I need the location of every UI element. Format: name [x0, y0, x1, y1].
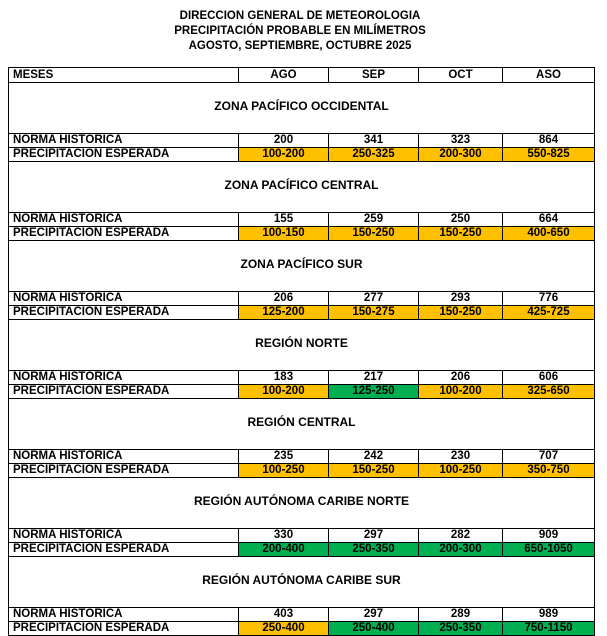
expected-precipitation-value: 250-400: [239, 622, 329, 636]
expected-precipitation-value: 650-1050: [503, 543, 595, 557]
historic-norm-label: NORMA HISTÓRICA: [9, 371, 239, 385]
zone-name: REGIÓN CENTRAL: [9, 399, 595, 450]
expected-precipitation-row: [9, 543, 595, 557]
expected-precipitation-row: [9, 227, 595, 241]
expected-precipitation-row: [9, 464, 595, 478]
expected-precipitation-value: 125-250: [329, 385, 419, 399]
expected-precipitation-value: 425-725: [503, 306, 595, 320]
expected-precipitation-value: 100-250: [239, 464, 329, 478]
expected-precipitation-value: 100-250: [419, 464, 503, 478]
expected-precipitation-value: 200-300: [419, 543, 503, 557]
historic-norm-row: [9, 450, 595, 464]
title-line-1: DIRECCION GENERAL DE METEOROLOGIA: [179, 10, 421, 22]
title-line-3: AGOSTO, SEPTIEMBRE, OCTUBRE 2025: [188, 40, 412, 52]
expected-precipitation-value: 150-250: [329, 464, 419, 478]
historic-norm-value: 155: [239, 213, 329, 227]
expected-precipitation-value: 125-200: [239, 306, 329, 320]
historic-norm-value: 989: [503, 608, 595, 622]
historic-norm-label: NORMA HISTÓRICA: [9, 450, 239, 464]
zone-heading-row: [9, 478, 595, 529]
expected-precipitation-label: PRECIPITACIÓN ESPERADA: [9, 464, 239, 478]
zone-heading-row: [9, 320, 595, 371]
precipitation-table: [8, 67, 595, 636]
historic-norm-value: 341: [329, 134, 419, 148]
historic-norm-row: [9, 371, 595, 385]
expected-precipitation-value: 550-825: [503, 148, 595, 162]
title-line-2: PRECIPITACIÓN PROBABLE EN MILÍMETROS: [174, 25, 426, 37]
historic-norm-value: 235: [239, 450, 329, 464]
zone-name: REGIÓN NORTE: [9, 320, 595, 371]
expected-precipitation-value: 100-200: [239, 385, 329, 399]
historic-norm-value: 200: [239, 134, 329, 148]
historic-norm-value: 259: [329, 213, 419, 227]
historic-norm-row: [9, 213, 595, 227]
report-title: [0, 9, 600, 54]
historic-norm-value: 323: [419, 134, 503, 148]
historic-norm-value: 909: [503, 529, 595, 543]
expected-precipitation-row: [9, 148, 595, 162]
expected-precipitation-value: 100-200: [239, 148, 329, 162]
historic-norm-label: NORMA HISTÓRICA: [9, 529, 239, 543]
historic-norm-value: 330: [239, 529, 329, 543]
historic-norm-value: 289: [419, 608, 503, 622]
historic-norm-value: 776: [503, 292, 595, 306]
historic-norm-row: [9, 608, 595, 622]
historic-norm-label: NORMA HISTÓRICA: [9, 292, 239, 306]
historic-norm-label: NORMA HISTÓRICA: [9, 608, 239, 622]
expected-precipitation-value: 250-400: [329, 622, 419, 636]
zone-name: REGIÓN AUTÓNOMA CARIBE SUR: [9, 557, 595, 608]
header-month: AGO: [239, 68, 329, 83]
historic-norm-row: [9, 292, 595, 306]
zone-name: ZONA PACÍFICO SUR: [9, 241, 595, 292]
expected-precipitation-value: 150-250: [419, 227, 503, 241]
historic-norm-value: 293: [419, 292, 503, 306]
historic-norm-label: NORMA HISTÓRICA: [9, 134, 239, 148]
historic-norm-value: 606: [503, 371, 595, 385]
expected-precipitation-value: 250-325: [329, 148, 419, 162]
zone-name: REGIÓN AUTÓNOMA CARIBE NORTE: [9, 478, 595, 529]
expected-precipitation-value: 200-400: [239, 543, 329, 557]
expected-precipitation-label: PRECIPITACIÓN ESPERADA: [9, 622, 239, 636]
expected-precipitation-label: PRECIPITACIÓN ESPERADA: [9, 227, 239, 241]
expected-precipitation-value: 350-750: [503, 464, 595, 478]
header-month: ASO: [503, 68, 595, 83]
historic-norm-value: 297: [329, 529, 419, 543]
historic-norm-value: 864: [503, 134, 595, 148]
historic-norm-value: 242: [329, 450, 419, 464]
zone-heading-row: [9, 162, 595, 213]
zone-heading-row: [9, 83, 595, 134]
expected-precipitation-label: PRECIPITACIÓN ESPERADA: [9, 306, 239, 320]
historic-norm-value: 707: [503, 450, 595, 464]
expected-precipitation-row: [9, 306, 595, 320]
expected-precipitation-value: 250-350: [419, 622, 503, 636]
expected-precipitation-row: [9, 622, 595, 636]
historic-norm-value: 250: [419, 213, 503, 227]
historic-norm-value: 277: [329, 292, 419, 306]
header-label: MESES: [9, 68, 239, 83]
historic-norm-value: 230: [419, 450, 503, 464]
historic-norm-row: [9, 134, 595, 148]
historic-norm-value: 206: [419, 371, 503, 385]
historic-norm-value: 403: [239, 608, 329, 622]
expected-precipitation-row: [9, 385, 595, 399]
historic-norm-value: 217: [329, 371, 419, 385]
expected-precipitation-value: 750-1150: [503, 622, 595, 636]
expected-precipitation-value: 150-275: [329, 306, 419, 320]
zone-heading-row: [9, 557, 595, 608]
header-month: SEP: [329, 68, 419, 83]
expected-precipitation-value: 250-350: [329, 543, 419, 557]
historic-norm-row: [9, 529, 595, 543]
historic-norm-value: 664: [503, 213, 595, 227]
expected-precipitation-value: 150-250: [329, 227, 419, 241]
expected-precipitation-value: 400-650: [503, 227, 595, 241]
expected-precipitation-value: 100-150: [239, 227, 329, 241]
precipitation-table-body: [9, 68, 595, 636]
zone-heading-row: [9, 399, 595, 450]
historic-norm-value: 297: [329, 608, 419, 622]
zone-heading-row: [9, 241, 595, 292]
historic-norm-label: NORMA HISTÓRICA: [9, 213, 239, 227]
header-row: [9, 68, 595, 83]
expected-precipitation-label: PRECIPITACIÓN ESPERADA: [9, 543, 239, 557]
expected-precipitation-value: 325-650: [503, 385, 595, 399]
zone-name: ZONA PACÍFICO CENTRAL: [9, 162, 595, 213]
historic-norm-value: 183: [239, 371, 329, 385]
expected-precipitation-label: PRECIPITACIÓN ESPERADA: [9, 385, 239, 399]
expected-precipitation-value: 150-250: [419, 306, 503, 320]
zone-name: ZONA PACÍFICO OCCIDENTAL: [9, 83, 595, 134]
expected-precipitation-value: 100-200: [419, 385, 503, 399]
expected-precipitation-label: PRECIPITACIÓN ESPERADA: [9, 148, 239, 162]
header-month: OCT: [419, 68, 503, 83]
historic-norm-value: 206: [239, 292, 329, 306]
historic-norm-value: 282: [419, 529, 503, 543]
expected-precipitation-value: 200-300: [419, 148, 503, 162]
